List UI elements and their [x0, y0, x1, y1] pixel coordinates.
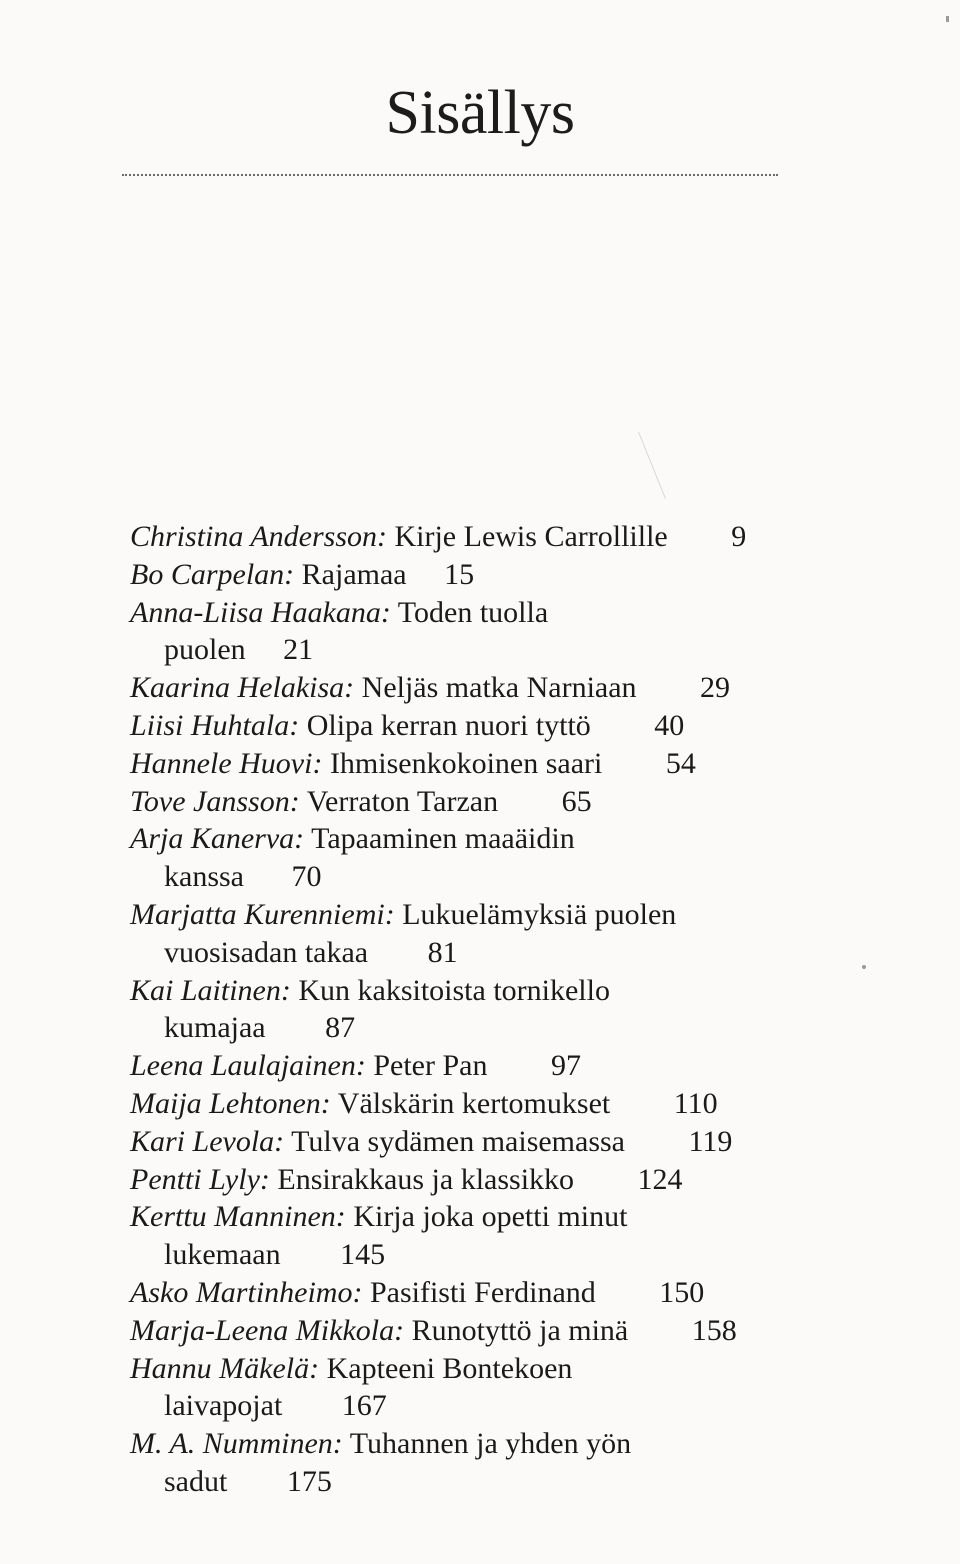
entry-author: Leena Laulajainen:: [130, 1049, 366, 1083]
entry-author: Kerttu Manninen:: [130, 1200, 346, 1234]
entry-title: Neljäs matka Narniaan: [361, 671, 637, 705]
toc-entry: [130, 783, 810, 821]
entry-page-number: 15: [444, 557, 475, 591]
entry-page-number: 150: [659, 1275, 705, 1309]
entry-title-continued: kanssa: [164, 860, 244, 894]
toc-entry: [130, 518, 810, 556]
entry-title: Kapteeni Bontekoen: [326, 1351, 573, 1385]
entry-title: Välskärin kertomukset: [337, 1086, 611, 1120]
entry-title: Kun kaksitoista tornikello: [298, 973, 610, 1007]
entry-title-continued: lukemaan: [164, 1238, 281, 1272]
toc-entry-continuation: [130, 631, 810, 669]
toc-entry: [130, 1161, 810, 1199]
entry-title-continued: kumajaa: [164, 1011, 266, 1045]
entry-author: Marja-Leena Mikkola:: [130, 1313, 405, 1347]
entry-page-number: 110: [673, 1086, 718, 1120]
entry-title: Ensirakkaus ja klassikko: [277, 1162, 575, 1196]
toc-entry: [130, 1198, 810, 1236]
entry-author: Arja Kanerva:: [130, 822, 305, 856]
entry-title-continued: sadut: [164, 1464, 228, 1498]
entry-page-number: 81: [427, 935, 458, 969]
entry-author: Marjatta Kurenniemi:: [130, 897, 395, 931]
page-title: Sisällys: [385, 79, 575, 147]
toc-entry-continuation: [130, 858, 810, 896]
entry-title-continued: puolen: [164, 633, 246, 667]
entry-title: Kirja joka opetti minut: [353, 1200, 628, 1234]
toc-entry-continuation: [130, 1387, 810, 1425]
toc-entry: [130, 556, 810, 594]
toc-entry: [130, 707, 810, 745]
entry-title: Pasifisti Ferdinand: [369, 1275, 596, 1309]
entry-page-number: 40: [654, 708, 685, 742]
entry-page-number: 29: [700, 671, 731, 705]
toc-entry: [130, 1274, 810, 1312]
toc-entry: [130, 1425, 810, 1463]
toc-entry: [130, 896, 810, 934]
entry-page-number: 175: [286, 1464, 332, 1498]
table-of-contents: [130, 518, 810, 1501]
scan-speck: [862, 965, 866, 969]
entry-title: Ihmisenkokoinen saari: [329, 746, 603, 780]
entry-page-number: 119: [688, 1124, 733, 1158]
toc-entry: [130, 594, 810, 632]
entry-title: Verraton Tarzan: [306, 784, 499, 818]
toc-entry: [130, 820, 810, 858]
entry-title: Lukuelämyksiä puolen: [402, 897, 677, 931]
entry-title-continued: vuosisadan takaa: [164, 935, 369, 969]
entry-title: Kirje Lewis Carrollille: [394, 520, 668, 553]
entry-page-number: 145: [340, 1238, 386, 1272]
entry-author: Kai Laitinen:: [130, 973, 291, 1007]
toc-entry: [130, 1123, 810, 1161]
entry-page-number: 54: [665, 746, 696, 780]
entry-title: Tapaaminen maaäidin: [311, 822, 575, 856]
entry-author: Liisi Huhtala:: [130, 708, 300, 742]
title-dotted-rule: [122, 174, 778, 176]
toc-entry: [130, 745, 810, 783]
entry-author: Tove Jansson:: [130, 784, 300, 818]
entry-author: Kaarina Helakisa:: [130, 671, 355, 705]
entry-title: Tuhannen ja yhden yön: [349, 1427, 632, 1461]
toc-entry: [130, 1047, 810, 1085]
entry-page-number: 158: [691, 1313, 737, 1347]
entry-author: M. A. Numminen:: [130, 1427, 343, 1461]
toc-entry-continuation: [130, 1009, 810, 1047]
entry-title: Olipa kerran nuori tyttö: [306, 708, 591, 742]
entry-author: Kari Levola:: [130, 1124, 285, 1158]
entry-page-number: 9: [731, 520, 747, 553]
toc-entry: [130, 1312, 810, 1350]
entry-title: Tulva sydämen maisemassa: [291, 1124, 625, 1158]
entry-title: Runotyttö ja minä: [411, 1313, 629, 1347]
entry-author: Anna-Liisa Haakana:: [130, 595, 391, 629]
toc-entry: [130, 972, 810, 1010]
scan-fold-line: [638, 432, 666, 499]
entry-title: Rajamaa: [301, 557, 407, 591]
toc-entry: [130, 669, 810, 707]
toc-entry: [130, 1350, 810, 1388]
entry-author: Maija Lehtonen:: [130, 1086, 331, 1120]
toc-entry-continuation: [130, 934, 810, 972]
entry-author: Bo Carpelan:: [130, 557, 295, 591]
entry-page-number: 124: [637, 1162, 683, 1196]
entry-author: Asko Martinheimo:: [130, 1275, 363, 1309]
entry-page-number: 167: [341, 1389, 387, 1423]
scan-speck: [946, 16, 949, 22]
entry-author: Pentti Lyly:: [130, 1162, 270, 1196]
entry-title: Peter Pan: [373, 1049, 488, 1083]
entry-page-number: 21: [283, 633, 314, 667]
entry-page-number: 87: [325, 1011, 356, 1045]
entry-author: Hannele Huovi:: [130, 746, 323, 780]
entry-page-number: 65: [561, 784, 592, 818]
toc-entry: [130, 1085, 810, 1123]
entry-title-continued: laivapojat: [164, 1389, 283, 1423]
toc-entry-continuation: [130, 1463, 810, 1501]
entry-page-number: 97: [550, 1049, 581, 1083]
entry-title: Toden tuolla: [397, 595, 549, 629]
entry-author: Hannu Mäkelä:: [130, 1351, 320, 1385]
entry-page-number: 70: [291, 860, 322, 894]
entry-author: Christina Andersson:: [130, 520, 387, 553]
toc-entry-continuation: [130, 1236, 810, 1274]
